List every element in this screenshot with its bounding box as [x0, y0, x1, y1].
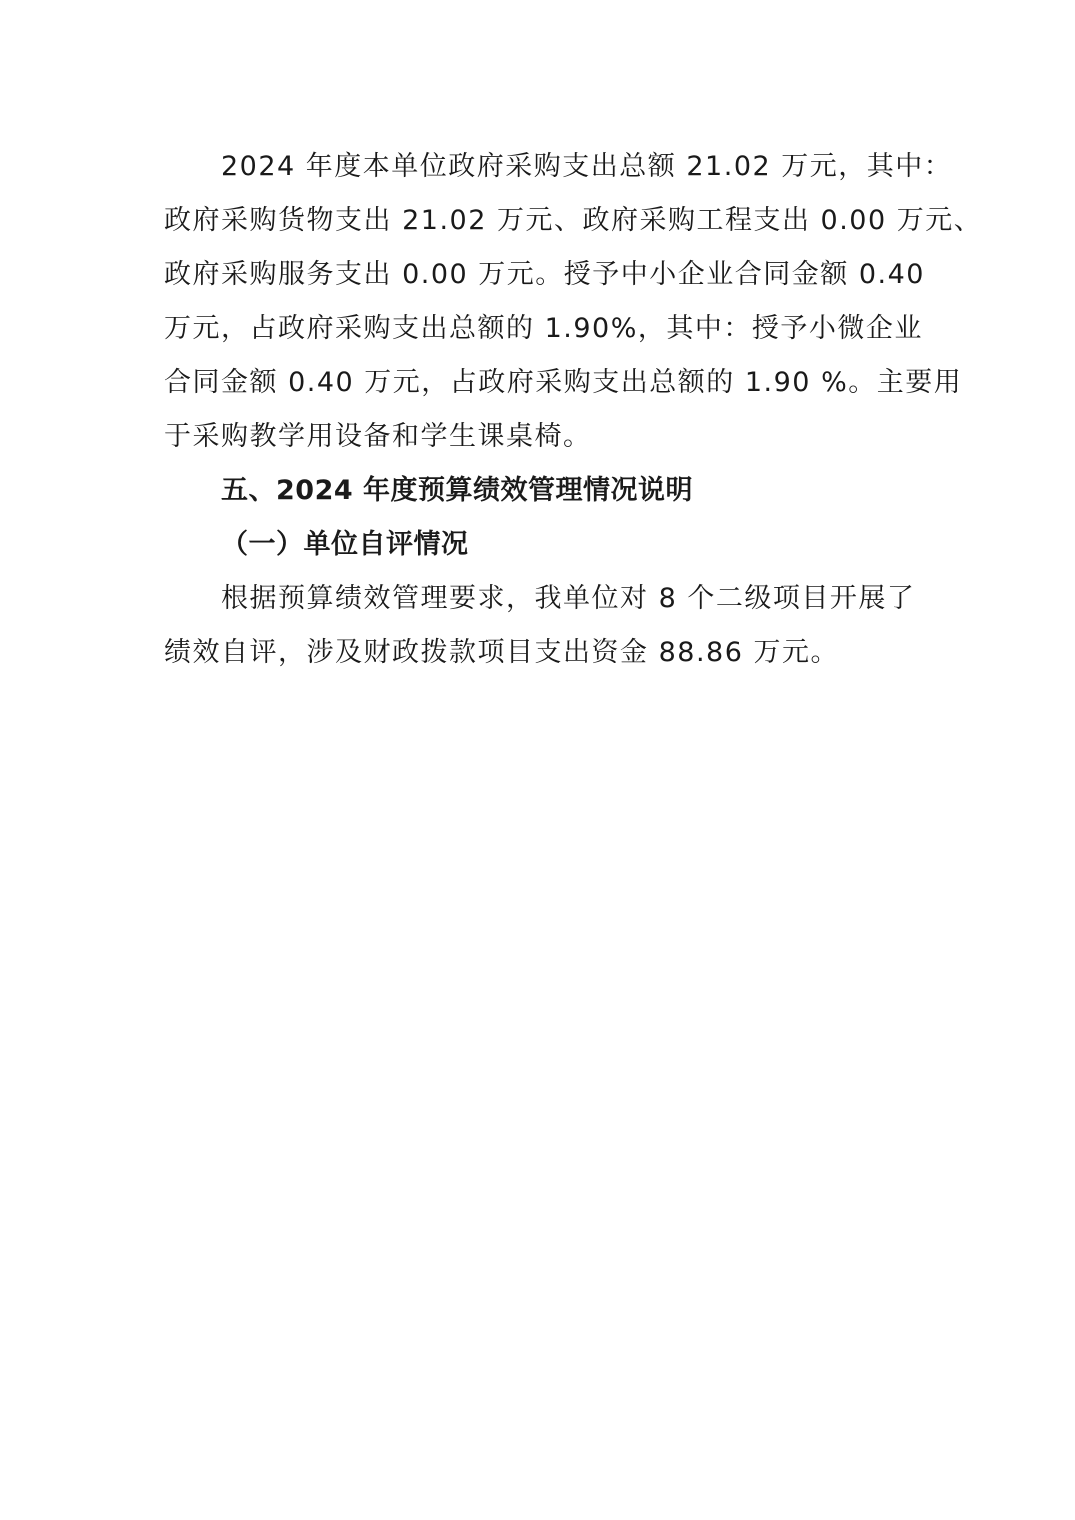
self-evaluation-paragraph	[164, 572, 916, 680]
paragraph-line: 合同金额 0.40 万元，占政府采购支出总额的 1.90 %。主要用	[164, 367, 963, 398]
paragraph-line: 绩效自评，涉及财政拨款项目支出资金 88.86 万元。	[164, 637, 839, 668]
paragraph-line: 万元，占政府采购支出总额的 1.90%，其中：授予小微企业	[164, 313, 923, 344]
paragraph-line: 政府采购货物支出 21.02 万元、政府采购工程支出 0.00 万元、	[164, 205, 983, 236]
paragraph-line: 于采购教学用设备和学生课桌椅。	[164, 421, 592, 452]
document-body	[164, 140, 983, 680]
paragraph-line: 根据预算绩效管理要求，我单位对 8 个二级项目开展了	[221, 583, 916, 614]
subsection-heading: （一）单位自评情况	[221, 529, 469, 560]
section-heading: 五、2024 年度预算绩效管理情况说明	[221, 475, 694, 506]
paragraph-line: 政府采购服务支出 0.00 万元。授予中小企业合同金额 0.40	[164, 259, 925, 290]
procurement-paragraph	[164, 140, 983, 464]
paragraph-line: 2024 年度本单位政府采购支出总额 21.02 万元，其中：	[221, 151, 953, 182]
